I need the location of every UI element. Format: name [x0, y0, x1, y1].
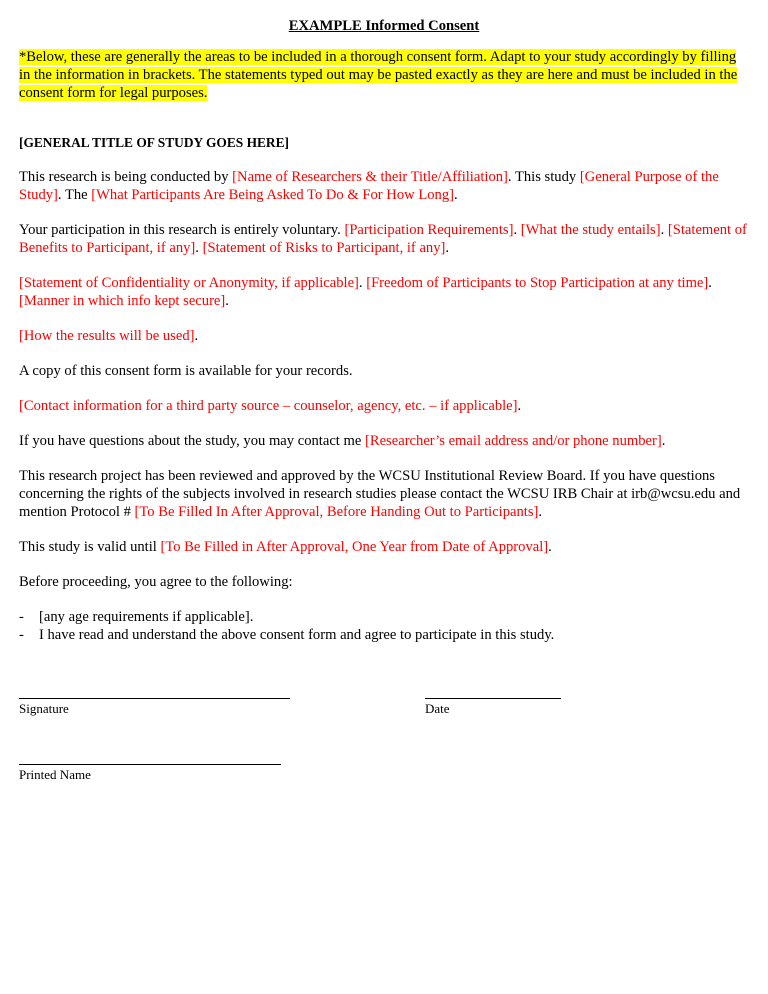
placeholder-researchers: [Name of Researchers & their Title/Affiliation]	[232, 169, 508, 185]
placeholder-valid-until: [To Be Filled in After Approval, One Year from Date of Approval]	[160, 539, 549, 555]
signature-line[interactable]	[19, 698, 290, 699]
instruction-note	[19, 48, 749, 102]
date-label: Date	[425, 701, 450, 716]
voluntary-paragraph	[19, 221, 749, 257]
placeholder-freedom-to-stop: [Freedom of Participants to Stop Participation at any time]	[366, 275, 709, 291]
researcher-paragraph	[19, 168, 749, 204]
printed-name-line[interactable]	[19, 764, 281, 765]
paragraph-text: .	[454, 187, 458, 203]
results-paragraph	[19, 327, 749, 345]
highlighted-instruction-text: *Below, these are generally the areas to be included in a thorough consent form. Adapt to your study accordingly by filling in the information in brackets. The statements typed out may be pasted exactly as they are here and must be included in the consent form for legal purposes.	[19, 49, 738, 101]
placeholder-participant-tasks: [What Participants Are Being Asked To Do & For How Long]	[91, 187, 454, 203]
paragraph-text: .	[194, 328, 199, 344]
paragraph-text: .	[538, 504, 543, 520]
study-title-placeholder: [GENERAL TITLE OF STUDY GOES HERE]	[19, 135, 289, 150]
consent-form-page	[19, 17, 749, 828]
third-party-paragraph	[19, 397, 749, 415]
paragraph-text: .	[513, 222, 521, 238]
agreement-list	[19, 608, 749, 644]
validity-paragraph	[19, 538, 749, 556]
placeholder-info-security: [Manner in which info kept secure]	[19, 293, 226, 309]
paragraph-text: . This study	[507, 169, 580, 185]
paragraph-text: .	[660, 222, 668, 238]
paragraph-text: .	[445, 240, 450, 256]
signature-label: Signature	[19, 701, 69, 716]
placeholder-researcher-contact: [Researcher’s email address and/or phone number]	[364, 433, 662, 449]
dash-bullet: -	[19, 627, 24, 643]
list-item	[19, 626, 749, 644]
copy-paragraph	[19, 362, 749, 380]
date-line[interactable]	[425, 698, 561, 699]
signature-section	[19, 678, 749, 828]
contact-paragraph	[19, 432, 749, 450]
paragraph-text: If you have questions about the study, you may contact me	[19, 433, 365, 449]
paragraph-text: This study is valid until	[19, 539, 161, 555]
paragraph-text: . The	[57, 187, 92, 203]
placeholder-results-use: [How the results will be used]	[19, 328, 195, 344]
agreement-item-text: I have read and understand the above consent form and agree to participate in this study.	[39, 627, 555, 643]
document-title: EXAMPLE Informed Consent	[288, 18, 480, 34]
paragraph-text: .	[708, 275, 712, 291]
list-item	[19, 608, 749, 626]
paragraph-text: .	[195, 240, 203, 256]
paragraph-text: A copy of this consent form is available for your records.	[19, 363, 353, 379]
placeholder-protocol-number: [To Be Filled In After Approval, Before Handing Out to Participants]	[134, 504, 539, 520]
paragraph-text: This research is being conducted by	[19, 169, 233, 185]
paragraph-text: .	[661, 433, 666, 449]
paragraph-text: .	[225, 293, 229, 309]
irb-paragraph	[19, 467, 749, 521]
agreement-item-text: [any age requirements if applicable].	[39, 609, 254, 625]
placeholder-risks: [Statement of Risks to Participant, if any]	[202, 240, 446, 256]
paragraph-text: This research project has been reviewed and approved by the WCSU Institutional Review Board. If you have questions concerning the rights of the subjects involved in research studies please contact the WCSU IRB Chair at irb@wcsu.edu and mention Protocol #	[19, 468, 741, 520]
paragraph-text: .	[358, 275, 367, 291]
agreement-intro	[19, 573, 749, 591]
paragraph-text: .	[517, 398, 522, 414]
dash-bullet: -	[19, 609, 24, 625]
placeholder-requirements: [Participation Requirements]	[344, 222, 514, 238]
placeholder-benefits: [Statement of Benefits to Participant, if any]	[19, 222, 747, 256]
confidentiality-paragraph	[19, 274, 749, 310]
paragraph-text: Your participation in this research is entirely voluntary.	[19, 222, 345, 238]
placeholder-study-entails: [What the study entails]	[520, 222, 661, 238]
paragraph-text: .	[548, 539, 552, 555]
placeholder-confidentiality: [Statement of Confidentiality or Anonymity, if applicable]	[19, 275, 359, 291]
paragraph-text: Before proceeding, you agree to the following:	[19, 574, 293, 590]
placeholder-third-party-contact: [Contact information for a third party source – counselor, agency, etc. – if applicable]	[19, 398, 518, 414]
printed-name-label: Printed Name	[19, 767, 91, 782]
placeholder-purpose: [General Purpose of the Study]	[19, 169, 719, 203]
